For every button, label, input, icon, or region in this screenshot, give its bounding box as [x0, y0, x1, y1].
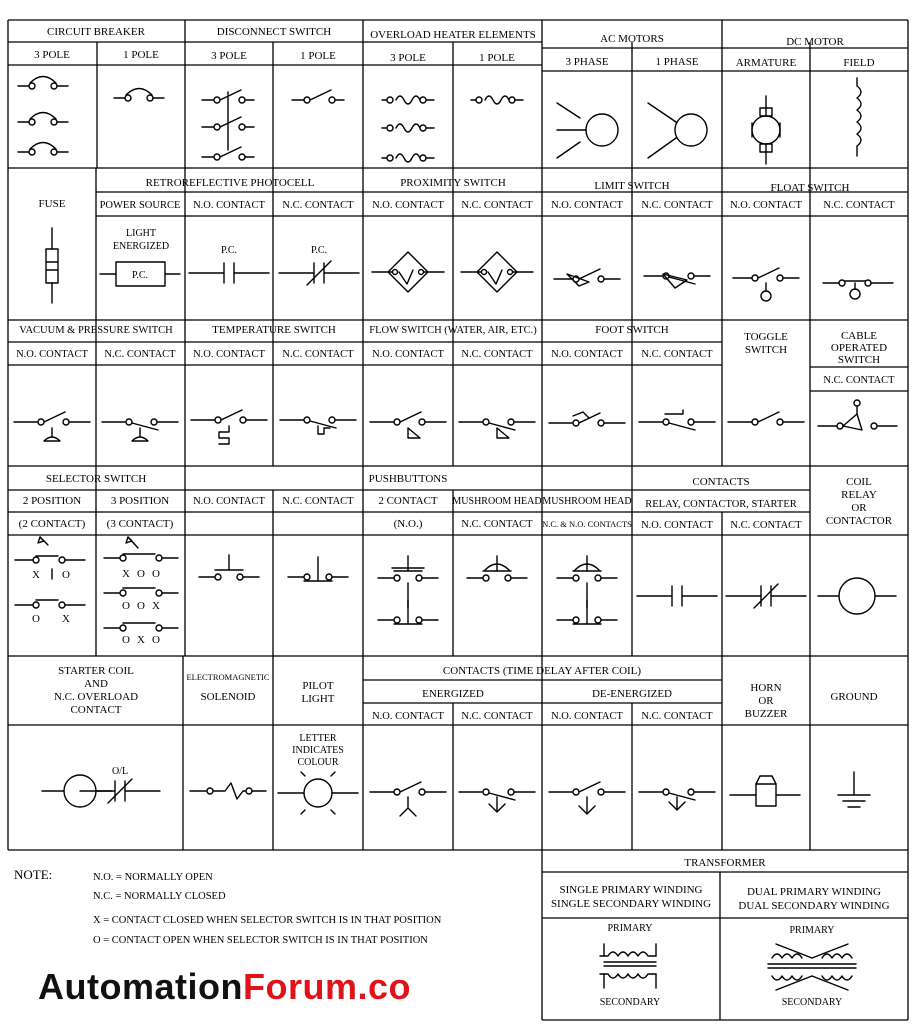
terminal-circle: [304, 417, 310, 423]
toggle-l1-label: TOGGLE: [744, 331, 788, 343]
heater-loop: [396, 154, 420, 162]
no-contact-label: N.O. CONTACT: [641, 520, 713, 531]
table-labels: [14, 26, 895, 1008]
terminal-circle: [329, 417, 335, 423]
coil-l1-label: COIL: [846, 476, 872, 488]
overload-label: O/L: [111, 766, 129, 777]
pilot-light-circle: [304, 779, 332, 807]
symbol-line: [557, 103, 580, 118]
symbols-layer: [14, 77, 897, 991]
symbol-line: [301, 772, 305, 776]
pole1-label: 1 POLE: [123, 49, 159, 61]
terminal-circle: [394, 789, 400, 795]
terminal-circle: [476, 97, 482, 103]
terminal-circle: [120, 625, 126, 631]
mushroom-head-label: MUSHROOM HEAD: [542, 496, 632, 507]
label-label: NOTE:: [14, 867, 53, 882]
terminal-circle: [126, 419, 132, 425]
selector-x: X: [62, 613, 70, 625]
terminal-circle: [240, 417, 246, 423]
letter-l2: INDICATES: [292, 745, 344, 756]
tr-single-l2-label: SINGLE SECONDARY WINDING: [550, 898, 712, 910]
no-contact-label: N.O. CONTACT: [16, 349, 88, 360]
terminal-circle: [239, 154, 245, 160]
ground-label: GROUND: [830, 691, 878, 703]
terminal-circle: [329, 97, 335, 103]
breaker-arc: [30, 77, 56, 84]
selector-switch-label: SELECTOR SWITCH: [45, 473, 147, 485]
float-ball: [761, 291, 771, 301]
nc-contact-label: N.C. CONTACT: [282, 200, 354, 211]
o-label: O = CONTACT OPEN WHEN SELECTOR SWITCH IS IN THAT POSITION: [93, 935, 428, 946]
secondary-label: SECONDARY: [781, 997, 843, 1008]
horn-l1-label: HORN: [750, 682, 782, 694]
armature-label: ARMATURE: [735, 57, 797, 69]
cable-l3-label: SWITCH: [837, 354, 881, 366]
symbol-line: [579, 782, 600, 792]
contacts-label: CONTACTS: [692, 476, 750, 488]
terminal-circle: [394, 419, 400, 425]
pilot-l2-label: LIGHT: [301, 693, 335, 705]
selector-o: O: [137, 600, 145, 612]
pole3-label: 3 POLE: [390, 52, 426, 64]
brand-part-2: Forum.co: [242, 966, 411, 1007]
symbol-line: [220, 147, 241, 157]
selector-o: O: [152, 568, 160, 580]
terminal-circle: [482, 270, 487, 275]
symbol-line: [331, 810, 335, 814]
flow-paddle: [408, 428, 420, 438]
pole3-label: 3 POLE: [211, 50, 247, 62]
terminal-circle: [573, 420, 579, 426]
vacuum-diaphragm: [44, 437, 60, 441]
selector-x: X: [152, 600, 160, 612]
terminal-circle: [207, 788, 213, 794]
heater-loop: [485, 96, 509, 104]
terminal-circle: [393, 270, 398, 275]
selector-o: O: [152, 634, 160, 646]
temperature-element: [219, 426, 229, 444]
coil-l4-label: CONTACTOR: [825, 515, 893, 527]
terminal-circle: [688, 273, 694, 279]
vacuum-diaphragm: [132, 437, 148, 441]
time-delay-label: CONTACTS (TIME DELAY AFTER COIL): [442, 665, 642, 677]
horn-l2-label: OR: [758, 695, 774, 707]
x-label: X = CONTACT CLOSED WHEN SELECTOR SWITCH IS IN THAT POSITION: [93, 915, 442, 926]
three-contact-paren-label: (3 CONTACT): [106, 518, 174, 530]
toggle-l2-label: SWITCH: [744, 344, 788, 356]
terminal-circle: [508, 270, 513, 275]
brand-logo: [38, 966, 411, 1008]
terminal-circle: [29, 149, 35, 155]
no-contact-label: N.O. CONTACT: [372, 349, 444, 360]
selector-arrow: [38, 537, 44, 543]
terminal-circle: [598, 420, 604, 426]
symbol-line: [220, 90, 241, 100]
no-contact-label: N.O. CONTACT: [551, 200, 623, 211]
no-contact-label: N.O. CONTACT: [730, 200, 802, 211]
nc-contact-label: N.C. CONTACT: [823, 375, 895, 386]
terminal-circle: [573, 575, 579, 581]
selector-o: O: [122, 600, 130, 612]
temperature-element: [318, 426, 330, 434]
two-contact-paren-label: (2 CONTACT): [18, 518, 86, 530]
fuse-body: [46, 249, 58, 283]
solenoid-zigzag: [213, 783, 246, 799]
nc-contact-label: N.C. CONTACT: [641, 200, 713, 211]
terminal-circle: [508, 789, 514, 795]
terminal-circle: [120, 590, 126, 596]
terminal-circle: [416, 617, 422, 623]
pos3-label: 3 POSITION: [110, 495, 170, 507]
horn-l3-label: BUZZER: [744, 708, 788, 720]
flow-switch-label: FLOW SWITCH (WATER, AIR, ETC.): [369, 325, 537, 336]
terminal-circle: [871, 423, 877, 429]
terminal-circle: [237, 574, 243, 580]
terminal-circle: [419, 419, 425, 425]
terminal-circle: [508, 419, 514, 425]
terminal-circle: [387, 97, 393, 103]
symbol-line: [400, 412, 421, 422]
terminal-circle: [156, 555, 162, 561]
nc-contact-label: N.C. CONTACT: [730, 520, 802, 531]
symbol-line: [579, 269, 600, 279]
starter-l1-label: STARTER COIL: [58, 665, 134, 677]
fuse-label: FUSE: [38, 198, 66, 210]
tr-dual-l1-label: DUAL PRIMARY WINDING: [746, 886, 882, 898]
symbol-line: [758, 268, 779, 278]
terminal-circle: [120, 555, 126, 561]
motor-circle: [586, 114, 618, 146]
pc-label: P.C.: [310, 245, 328, 256]
selector-x: X: [32, 569, 40, 581]
terminal-circle: [387, 155, 393, 161]
terminal-circle: [419, 789, 425, 795]
terminal-circle: [688, 789, 694, 795]
nc-contact-label: N.C. CONTACT: [641, 349, 713, 360]
terminal-circle: [483, 789, 489, 795]
starter-l2-label: AND: [84, 678, 108, 690]
float-switch-label: FLOAT SWITCH: [770, 182, 850, 194]
terminal-circle: [33, 557, 39, 563]
selector-x: X: [137, 634, 145, 646]
ac-motors-label: AC MOTORS: [600, 33, 664, 45]
phase3-label: 3 PHASE: [565, 56, 609, 68]
terminal-circle: [573, 789, 579, 795]
terminal-circle: [752, 419, 758, 425]
relay-contactor-starter-label: RELAY, CONTACTOR, STARTER: [645, 499, 797, 510]
solenoid-l1-label: ELECTROMAGNETIC: [186, 672, 270, 682]
terminal-circle: [214, 154, 220, 160]
terminal-circle: [595, 575, 601, 581]
breaker-arc: [30, 143, 56, 150]
selector-o: O: [62, 569, 70, 581]
terminal-circle: [214, 97, 220, 103]
light-energized-l2: ENERGIZED: [112, 241, 170, 252]
cable-l1-label: CABLE: [840, 330, 878, 342]
phase1-label: 1 PHASE: [655, 56, 699, 68]
terminal-circle: [156, 625, 162, 631]
terminal-circle: [239, 124, 245, 130]
no-contact-label: N.O. CONTACT: [193, 200, 265, 211]
pole1-label: 1 POLE: [479, 52, 515, 64]
terminal-circle: [839, 280, 845, 286]
selector-o: O: [32, 613, 40, 625]
pilot-l1-label: PILOT: [302, 680, 334, 692]
terminal-circle: [51, 83, 57, 89]
terminal-circle: [246, 788, 252, 794]
terminal-circle: [420, 97, 426, 103]
symbol-line: [758, 412, 779, 422]
coil-l3-label: OR: [851, 502, 867, 514]
heater-loop: [396, 124, 420, 132]
nc-contact-label: N.C. CONTACT: [461, 519, 533, 530]
two-contact-label: 2 CONTACT: [378, 495, 438, 507]
brand-part-1: Automation: [38, 966, 243, 1007]
symbol-line: [648, 138, 676, 158]
primary-winding: [600, 952, 656, 956]
terminal-circle: [147, 95, 153, 101]
horn-body: [756, 784, 776, 806]
proximity-switch-label: PROXIMITY SWITCH: [400, 177, 506, 189]
terminal-circle: [326, 574, 332, 580]
nc-contact-label: N.C. CONTACT: [282, 496, 354, 507]
terminal-circle: [663, 789, 669, 795]
selector-o: O: [137, 568, 145, 580]
terminal-circle: [51, 119, 57, 125]
terminal-circle: [156, 590, 162, 596]
terminal-circle: [483, 575, 489, 581]
symbol-line: [301, 810, 305, 814]
pc-box-label: P.C.: [131, 270, 149, 281]
coil-l2-label: RELAY: [841, 489, 877, 501]
terminal-circle: [505, 575, 511, 581]
selector-arrow: [126, 537, 132, 543]
heater-loop: [396, 96, 420, 104]
foot-pedal: [665, 410, 683, 414]
dc-motor-label: DC MOTOR: [786, 36, 844, 48]
secondary-label: SECONDARY: [599, 997, 661, 1008]
no-contact-label: N.O. CONTACT: [193, 349, 265, 360]
terminal-circle: [215, 574, 221, 580]
limit-switch-label: LIMIT SWITCH: [594, 180, 670, 192]
terminal-circle: [304, 97, 310, 103]
terminal-circle: [29, 83, 35, 89]
terminal-circle: [420, 125, 426, 131]
selector-x: X: [122, 568, 130, 580]
primary-label: PRIMARY: [789, 925, 835, 936]
terminal-circle: [215, 417, 221, 423]
light-energized-l1: LIGHT: [126, 228, 156, 239]
terminal-circle: [387, 125, 393, 131]
terminal-circle: [663, 419, 669, 425]
terminal-circle: [573, 617, 579, 623]
symbol-line: [44, 412, 65, 422]
terminal-circle: [416, 575, 422, 581]
terminal-circle: [777, 275, 783, 281]
terminal-circle: [394, 617, 400, 623]
disconnect-switch-label: DISCONNECT SWITCH: [216, 26, 332, 38]
nc-contact-label: N.C. CONTACT: [823, 200, 895, 211]
selector-o: O: [122, 634, 130, 646]
energized-label: ENERGIZED: [422, 688, 484, 700]
temperature-switch-label: TEMPERATURE SWITCH: [212, 324, 336, 336]
breaker-arc: [30, 113, 56, 120]
primary-label: PRIMARY: [607, 923, 653, 934]
no-label: N.O. = NORMALLY OPEN: [93, 872, 213, 883]
pc-label: P.C.: [220, 245, 238, 256]
flow-paddle: [497, 428, 509, 438]
symbol-line: [310, 90, 331, 100]
pos2-label: 2 POSITION: [22, 495, 82, 507]
terminal-circle: [51, 149, 57, 155]
letter-l1: LETTER: [299, 733, 337, 744]
terminal-circle: [125, 95, 131, 101]
nc-contact-label: N.C. CONTACT: [641, 711, 713, 722]
terminal-circle: [63, 419, 69, 425]
terminal-circle: [29, 119, 35, 125]
no-contact-label: N.O. CONTACT: [551, 349, 623, 360]
terminal-circle: [419, 270, 424, 275]
no-contact-label: N.O. CONTACT: [193, 496, 265, 507]
time-delay-arrow: [400, 808, 416, 816]
starter-l3-label: N.C. OVERLOAD: [53, 691, 139, 703]
symbol-line: [648, 103, 676, 122]
terminal-circle: [483, 419, 489, 425]
terminal-circle: [33, 602, 39, 608]
letter-l3: COLOUR: [297, 757, 339, 768]
terminal-circle: [688, 419, 694, 425]
terminal-circle: [837, 423, 843, 429]
de-energized-label: DE-ENERGIZED: [591, 688, 673, 700]
pushbuttons-label: PUSHBUTTONS: [368, 473, 448, 485]
mushroom-head-label: MUSHROOM HEAD: [452, 496, 542, 507]
float-ball: [850, 289, 860, 299]
symbol-line: [220, 117, 241, 127]
no-contact-label: N.O. CONTACT: [551, 711, 623, 722]
terminal-circle: [38, 419, 44, 425]
armature-circle: [752, 116, 780, 144]
terminal-circle: [394, 575, 400, 581]
terminal-circle: [595, 617, 601, 623]
breaker-arc: [126, 89, 152, 96]
nc-contact-label: N.C. CONTACT: [104, 349, 176, 360]
terminal-circle: [304, 574, 310, 580]
symbol-line: [331, 772, 335, 776]
terminal-circle: [59, 557, 65, 563]
motor-circle: [675, 114, 707, 146]
pole3-label: 3 POLE: [34, 49, 70, 61]
no-contact-label: N.O. CONTACT: [372, 200, 444, 211]
foot-switch-label: FOOT SWITCH: [595, 324, 669, 336]
no-paren-label: (N.O.): [393, 518, 423, 530]
no-contact-label: N.O. CONTACT: [372, 711, 444, 722]
field-coil: [857, 78, 861, 156]
foot-pedal: [573, 412, 589, 418]
terminal-circle: [777, 419, 783, 425]
proximity-arrow: [488, 270, 502, 284]
tr-dual-l2-label: DUAL SECONDARY WINDING: [738, 900, 890, 912]
symbol-line: [221, 410, 242, 420]
cable-actuator: [843, 414, 862, 430]
nc-no-contacts-label: N.C. & N.O. CONTACTS: [542, 519, 632, 529]
symbol-line: [400, 782, 421, 792]
field-label: FIELD: [843, 57, 875, 69]
proximity-arrow: [399, 270, 413, 284]
terminal-circle: [752, 275, 758, 281]
circuit-breaker-label: CIRCUIT BREAKER: [47, 26, 145, 38]
nc-contact-label: N.C. CONTACT: [282, 349, 354, 360]
nc-contact-label: N.C. CONTACT: [461, 349, 533, 360]
secondary-winding: [600, 974, 656, 978]
power-source-label: POWER SOURCE: [99, 200, 181, 211]
nc-label: N.C. = NORMALLY CLOSED: [93, 891, 226, 902]
terminal-circle: [865, 280, 871, 286]
pole1-label: 1 POLE: [300, 50, 336, 62]
retro-photocell-label: RETROREFLECTIVE PHOTOCELL: [145, 177, 315, 189]
terminal-circle: [59, 602, 65, 608]
terminal-circle: [239, 97, 245, 103]
overload-heater-label: OVERLOAD HEATER ELEMENTS: [370, 29, 536, 41]
terminal-circle: [420, 155, 426, 161]
vacuum-pressure-label: VACUUM & PRESSURE SWITCH: [19, 325, 173, 336]
tr-single-l1-label: SINGLE PRIMARY WINDING: [559, 884, 703, 896]
terminal-circle: [214, 124, 220, 130]
terminal-circle: [509, 97, 515, 103]
nc-contact-label: N.C. CONTACT: [461, 200, 533, 211]
horn-bell: [756, 776, 776, 784]
cable-l2-label: OPERATED: [830, 342, 888, 354]
terminal-circle: [598, 789, 604, 795]
terminal-circle: [598, 276, 604, 282]
transformer-label: TRANSFORMER: [684, 857, 766, 869]
solenoid-l2-label: SOLENOID: [200, 691, 256, 703]
cable-ring: [854, 400, 860, 406]
starter-l4-label: CONTACT: [70, 704, 122, 716]
coil-circle: [839, 578, 875, 614]
terminal-circle: [151, 419, 157, 425]
symbol-line: [557, 142, 580, 158]
nc-contact-label: N.C. CONTACT: [461, 711, 533, 722]
